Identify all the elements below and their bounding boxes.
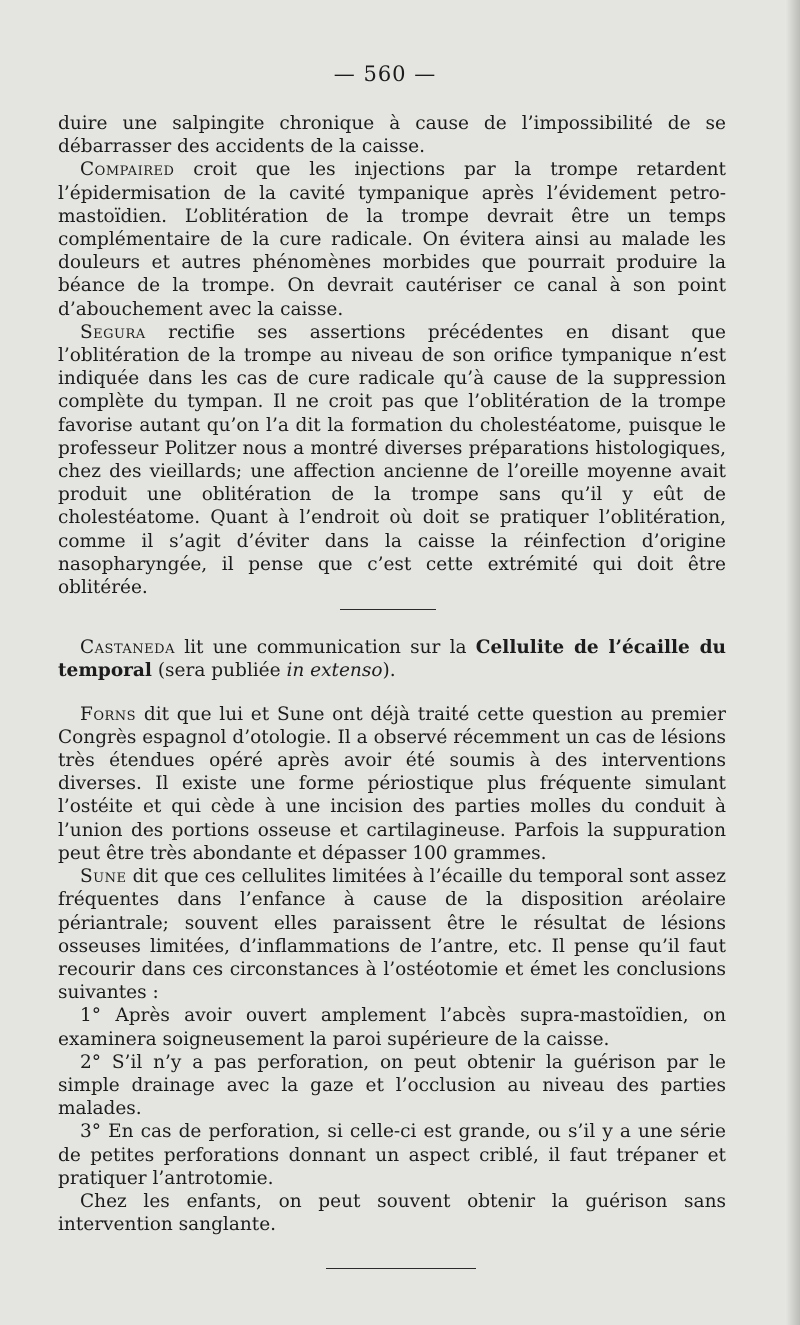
speaker-name: Compaired bbox=[80, 159, 175, 181]
paragraph-forns bbox=[58, 703, 726, 865]
paragraph-text: croit que les injections par la trompe retardent l’épidermisation de la cavité tympanique après l’évidement petro-mastoïdien. L’oblitération de la trompe devrait être un temps complémentaire de la cure radicale. On évitera ainsi au malade les douleurs et autres phénomènes morbides que pourrait produire la béance de la trompe. On devrait cautériser ce canal à son point d’abouchement avec la caisse. bbox=[58, 159, 726, 320]
paragraph-text: rectifie ses assertions précédentes en disant que l’oblitération de la trompe au niveau de son orifice tympanique n’est indiquée dans les cas de cure radicale qu’à cause de la suppression complète du tympan. Il ne croit pas que l’oblitération de la trompe favorise autant qu’on l’a dit la formation du cholestéatome, puisque le professeur Politzer nous a montré diverses préparations histologiques, chez des vieillards; une affection ancienne de l’oreille moyenne avait produit une oblitération de la trompe sans qu’il y eût de cholestéatome. Quant à l’endroit où doit se pratiquer l’oblitération, comme il s’agit d’éviter dans la caisse la réinfection d’origine nasopharyngée, il pense que c’est cette extrémité qui doit être oblitérée. bbox=[58, 321, 726, 599]
paragraph-text: dit que ces cellulites limitées à l’écaille du temporal sont assez fréquentes dans l’enfance à cause de la disposition aréolaire périantrale; souvent elles paraissent être le résultat de lésions osseuses limitées, d’inflammations de l’antre, etc. Il pense qu’il faut recourir dans ces circonstances à l’ostéotomie et émet les conclusions suivantes : bbox=[58, 866, 726, 1004]
paragraph-sune bbox=[58, 865, 726, 1004]
paragraph-compaired bbox=[58, 158, 726, 320]
page-body bbox=[58, 112, 726, 1269]
italic-text: in extenso bbox=[286, 660, 383, 682]
paragraph-closing: Chez les enfants, on peut souvent obtenir la guérison sans intervention sanglante. bbox=[58, 1190, 726, 1236]
spacer bbox=[58, 683, 726, 703]
paragraph-text: ). bbox=[382, 660, 396, 682]
communication-title: Cellulite de l’écaille du temporal bbox=[58, 637, 726, 682]
paragraph-castaneda bbox=[58, 636, 726, 682]
paragraph-text: dit que lui et Sune ont déjà traité cette question au premier Congrès espagnol d’otologie. Il a observé récemment un cas de lésions très étendues opéré après avoir été soumis à des interventions diverses. Il existe une forme périostique plus fréquente simulant l’ostéite et qui cède à une incision des parties molles du conduit à l’union des portions osseuse et cartilagineuse. Parfois la suppuration peut être très abondante et dépasser 100 grammes. bbox=[58, 703, 726, 864]
speaker-name: Castaneda bbox=[80, 637, 175, 659]
speaker-name: Forns bbox=[80, 703, 137, 725]
conclusion-item-2: 2° S’il n’y a pas perforation, on peut obtenir la guérison par le simple drainage avec la gaze et l’occlusion au niveau des parties malades. bbox=[58, 1051, 726, 1120]
conclusion-item-3: 3° En cas de perforation, si celle-ci est grande, ou s’il y a une série de petites perforations donnant un aspect criblé, il faut trépaner et pratiquer l’antrotomie. bbox=[58, 1121, 726, 1189]
paragraph-text: (sera publiée bbox=[151, 660, 287, 682]
spacer bbox=[58, 610, 726, 636]
end-divider bbox=[326, 1268, 476, 1269]
conclusion-item-1: 1° Après avoir ouvert amplement l’abcès supra-mastoïdien, on examinera soigneusement la paroi supérieure de la caisse. bbox=[58, 1005, 726, 1050]
speaker-name: Segura bbox=[80, 321, 146, 343]
paragraph-text: lit une communication sur la bbox=[174, 637, 476, 659]
speaker-name: Sune bbox=[80, 866, 127, 888]
page-edge-shadow bbox=[786, 0, 800, 1325]
paragraph-continuation: duire une salpingite chronique à cause de l’impossibilité de se débarrasser des accidents de la caisse. bbox=[58, 113, 726, 158]
paragraph-segura bbox=[58, 321, 726, 599]
page-number: — 560 — bbox=[333, 62, 437, 86]
